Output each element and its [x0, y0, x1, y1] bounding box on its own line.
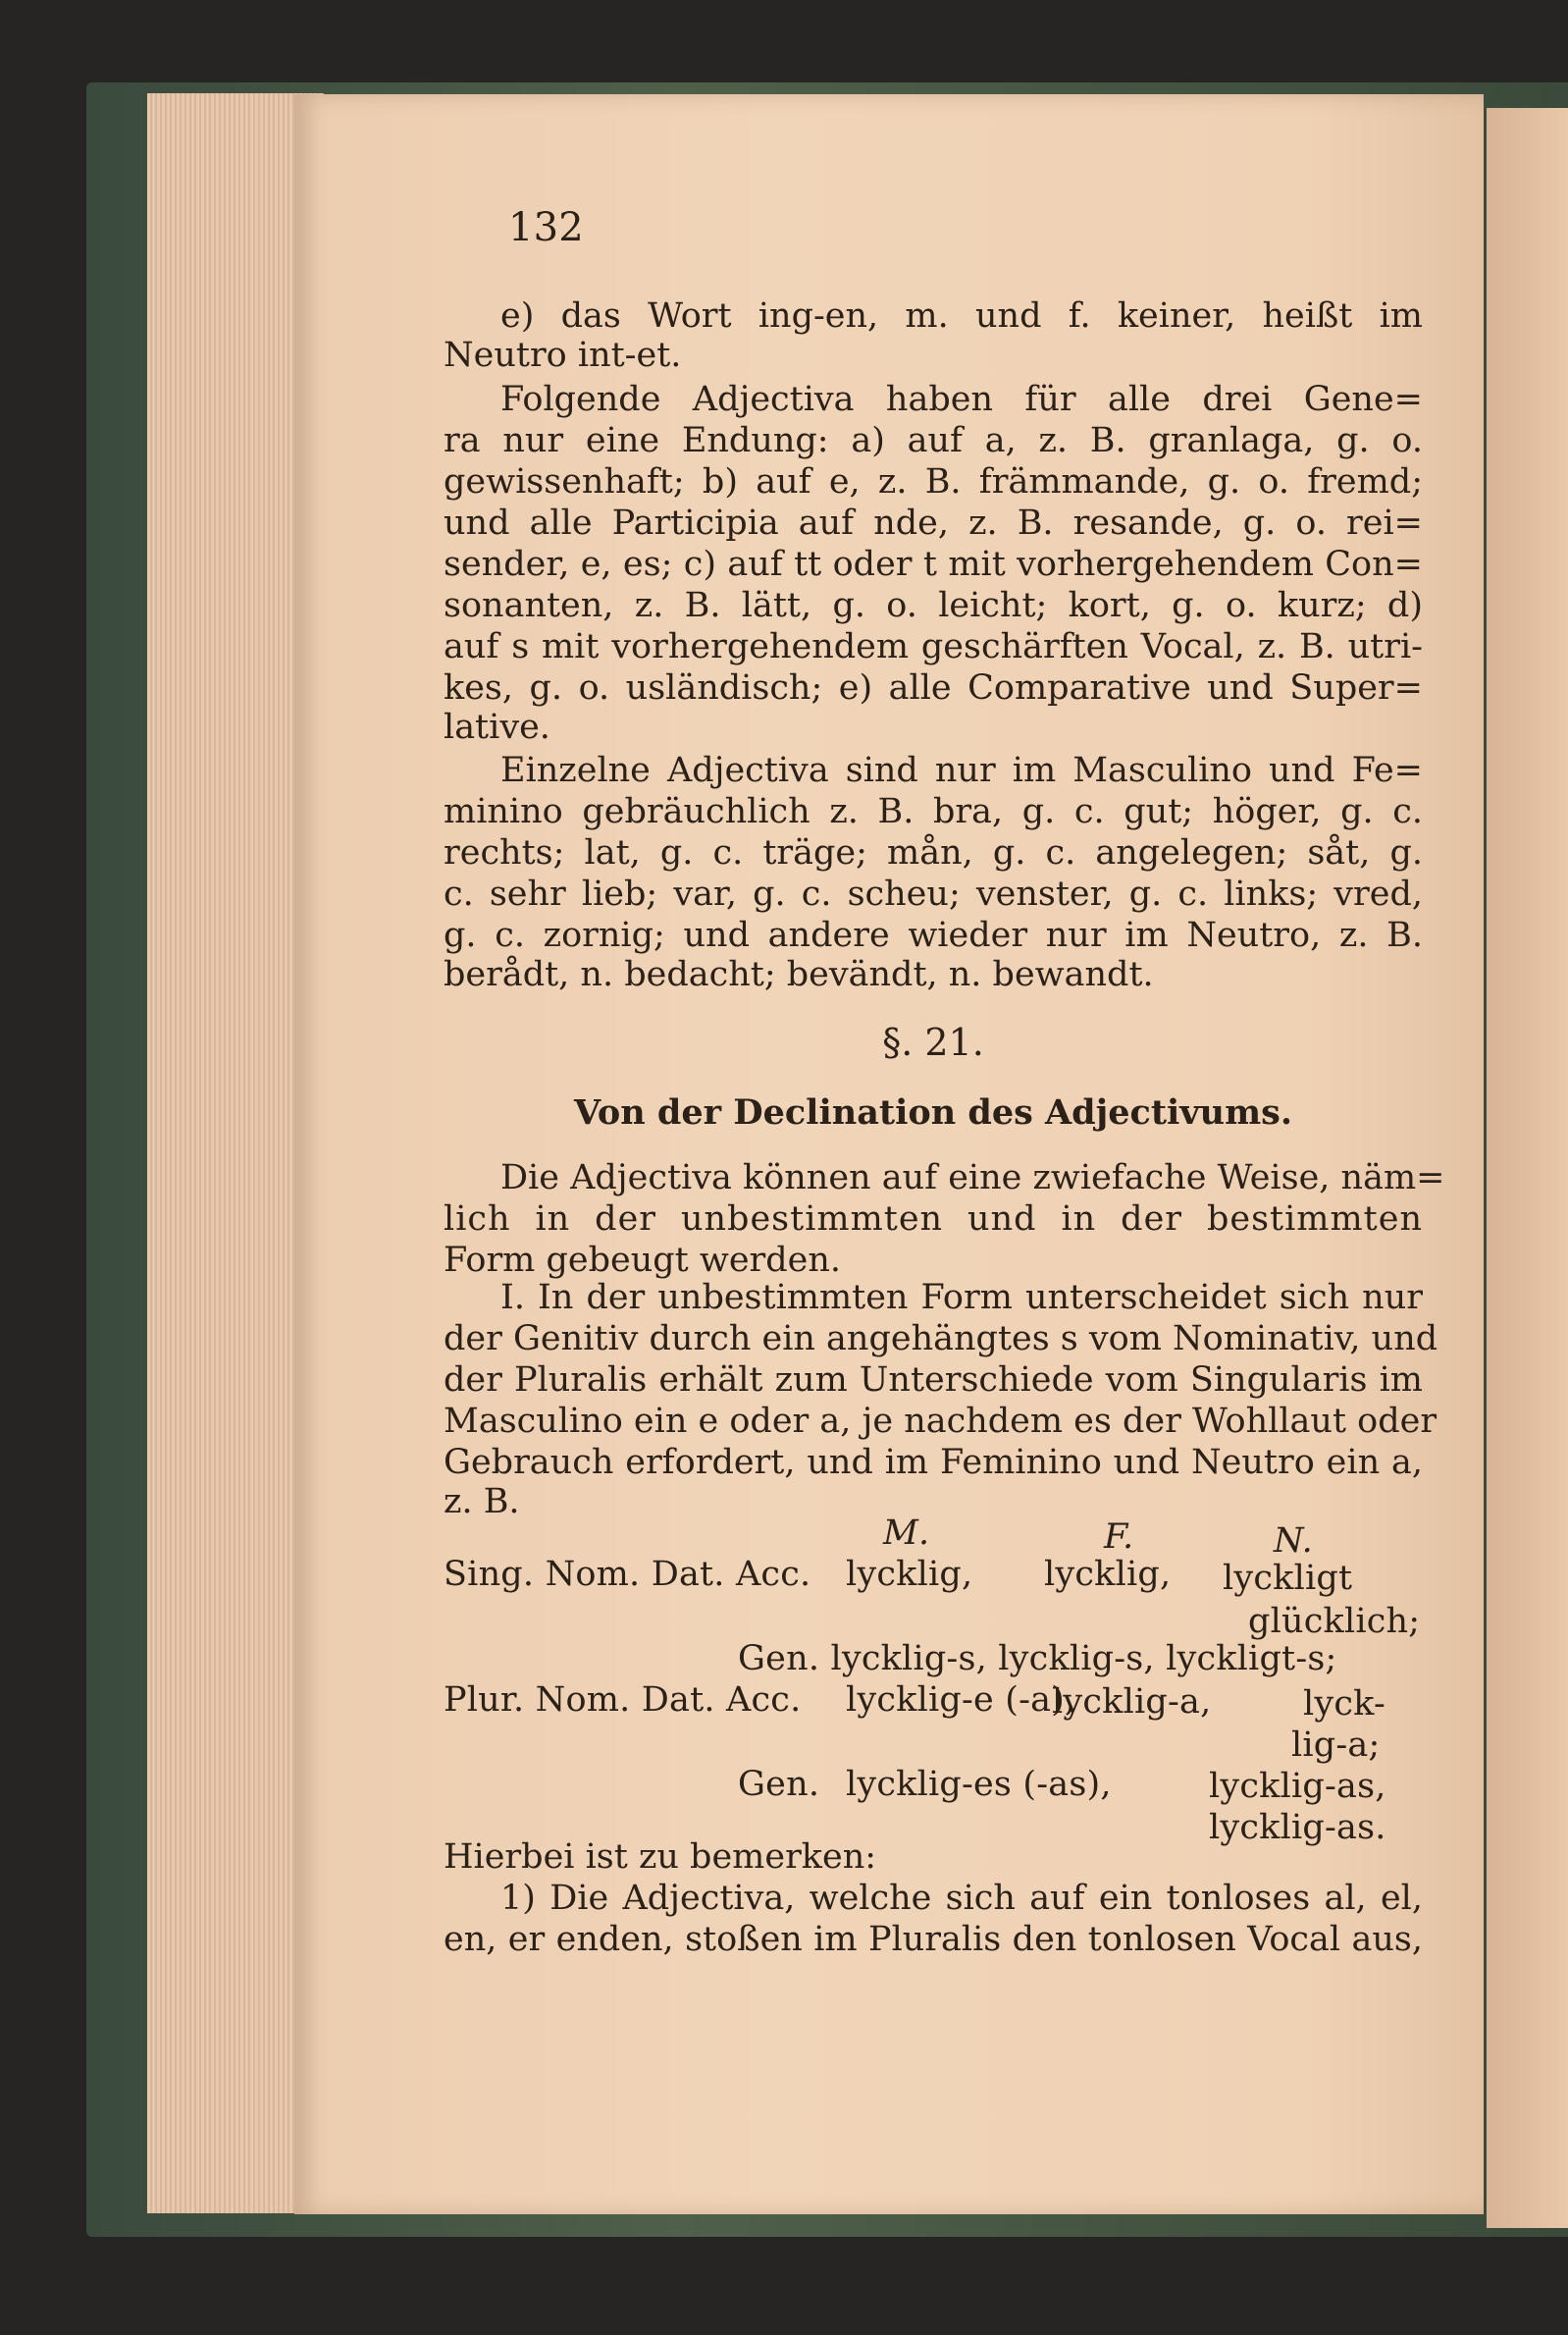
plural-genitive-label: Gen.: [738, 1765, 820, 1804]
text-line: Einzelne Adjectiva sind nur im Masculino und Fe=: [500, 751, 1423, 790]
plural-genitive-masculine: lycklig-es (-as),: [846, 1765, 1112, 1804]
plural-neuter: lyck-: [1303, 1684, 1385, 1724]
singular-label: Sing. Nom. Dat. Acc.: [444, 1555, 811, 1594]
text-line: und alle Participia auf nde, z. B. resande, g. o. rei=: [444, 504, 1423, 543]
section-number: §. 21.: [882, 1021, 984, 1064]
text-line: der Genitiv durch ein angehängtes s vom Nominativ, und: [444, 1319, 1438, 1358]
text-line: Folgende Adjectiva haben für alle drei Gene=: [500, 380, 1423, 419]
text-line: en, er enden, stoßen im Pluralis den tonlosen Vocal aus,: [444, 1920, 1423, 1959]
header-neuter: N.: [1274, 1521, 1313, 1561]
plural-feminine: lycklig-a,: [1052, 1682, 1212, 1722]
text-line: berådt, n. bedacht; bevändt, n. bewandt.: [444, 955, 1154, 994]
text-line: Die Adjectiva können auf eine zwiefache Weise, näm=: [500, 1158, 1445, 1197]
text-line: Hierbei ist zu bemerken:: [444, 1837, 877, 1877]
text-line: gewissenhaft; b) auf e, z. B. främmande, g. o. fremd;: [444, 462, 1423, 502]
text-line: 1) Die Adjectiva, welche sich auf ein tonloses al, el,: [500, 1879, 1423, 1918]
text-line: lich in der unbestimmten und in der bestimmten: [444, 1199, 1423, 1239]
text-line: c. sehr lieb; var, g. c. scheu; venster, g. c. links; vred,: [444, 875, 1423, 914]
page-number: 132: [508, 205, 584, 250]
singular-genitive: Gen. lycklig-s, lycklig-s, lyckligt-s;: [738, 1639, 1337, 1678]
singular-feminine: lycklig,: [1044, 1555, 1172, 1594]
plural-neuter-continued: lig-a;: [1291, 1725, 1381, 1765]
text-line: sonanten, z. B. lätt, g. o. leicht; kort, g. o. kurz; d): [444, 586, 1423, 625]
next-page-edge: [1487, 108, 1568, 2228]
text-line: rechts; lat, g. c. träge; mån, g. c. angelegen; såt, g.: [444, 833, 1423, 873]
text-line: Gebrauch erfordert, und im Feminino und Neutro ein a,: [444, 1443, 1423, 1482]
singular-neuter: lyckligt: [1223, 1559, 1353, 1598]
plural-label: Plur. Nom. Dat. Acc.: [444, 1680, 802, 1720]
text-line: e) das Wort ing-en, m. und f. keiner, heißt im: [500, 296, 1423, 336]
text-line: Masculino ein e oder a, je nachdem es der Wohllaut oder: [444, 1402, 1437, 1441]
text-line: der Pluralis erhält zum Unterschiede vom Singularis im: [444, 1360, 1423, 1400]
text-line: auf s mit vorhergehendem geschärften Vocal, z. B. utri-: [444, 627, 1423, 666]
section-title: Von der Declination des Adjectivums.: [573, 1092, 1293, 1133]
text-line: sender, e, es; c) auf tt oder t mit vorhergehendem Con=: [444, 545, 1423, 584]
text-line: Form gebeugt werden.: [444, 1241, 842, 1280]
plural-genitive-neuter: lycklig-as,: [1209, 1767, 1386, 1806]
singular-gloss: glücklich;: [1248, 1602, 1421, 1641]
text-line: ra nur eine Endung: a) auf a, z. B. granlaga, g. o.: [444, 421, 1423, 460]
singular-masculine: lycklig,: [846, 1555, 973, 1594]
plural-genitive-neuter-2: lycklig-as.: [1209, 1808, 1386, 1847]
text-line: minino gebräuchlich z. B. bra, g. c. gut; höger, g. c.: [444, 792, 1423, 831]
header-masculine: M.: [883, 1513, 930, 1553]
text-line: kes, g. o. usländisch; e) alle Comparative und Super=: [444, 668, 1423, 708]
text-line: z. B.: [444, 1482, 520, 1521]
text-line: Neutro int-et.: [444, 336, 682, 375]
text-line: g. c. zornig; und andere wieder nur im Neutro, z. B.: [444, 916, 1423, 955]
header-feminine: F.: [1104, 1517, 1134, 1557]
plural-masculine: lycklig-e (-a),: [846, 1680, 1076, 1720]
text-line: I. In der unbestimmten Form unterscheidet sich nur: [500, 1278, 1423, 1317]
text-line: lative.: [444, 708, 550, 747]
